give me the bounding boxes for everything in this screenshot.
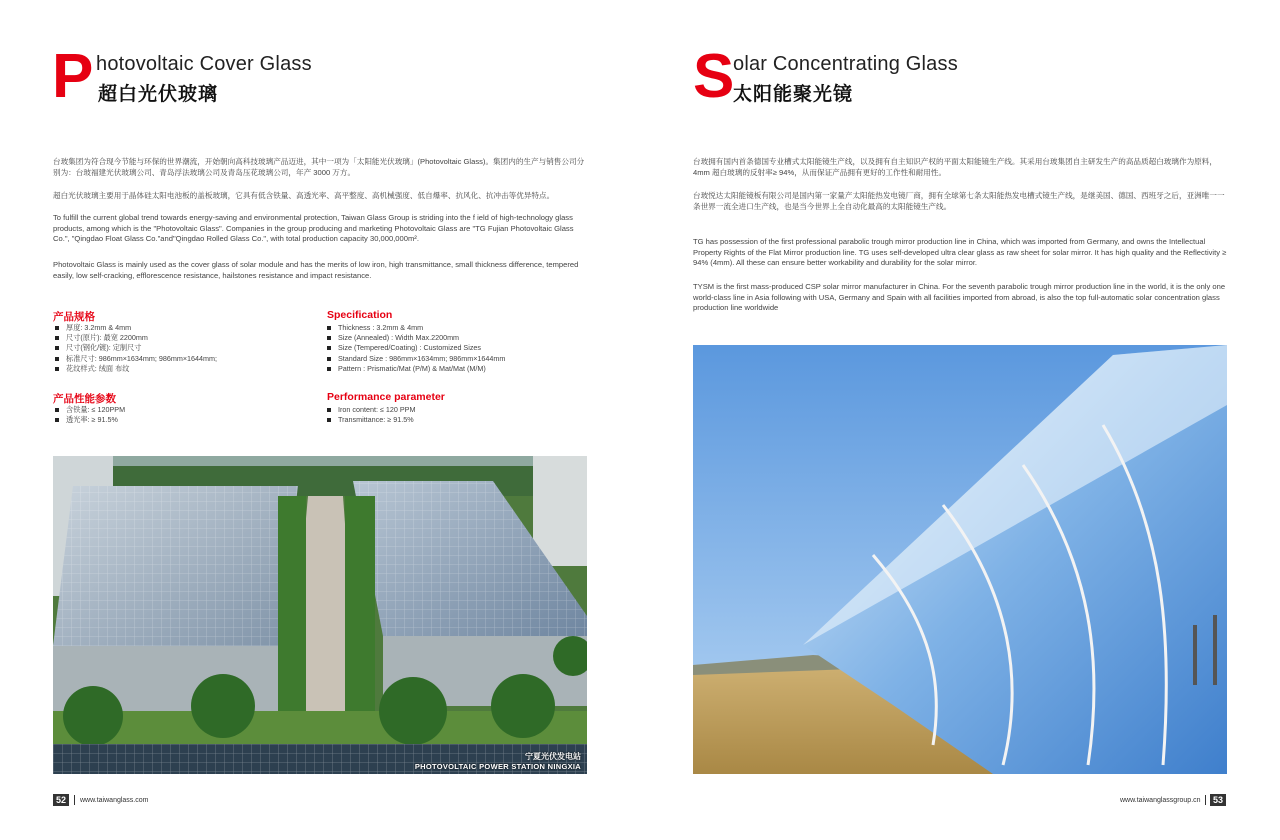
page-number-right: 53 [1210, 794, 1226, 806]
page-number-left: 52 [53, 794, 69, 806]
spec-cn-list [55, 323, 217, 374]
spec-cn-item: 标准尺寸: 986mm×1634mm; 986mm×1644mm; [55, 354, 217, 364]
perf-en-list [327, 405, 415, 425]
page-title-cn: 太阳能聚光镜 [733, 84, 854, 105]
spec-en-item: Size (Annealed) : Width Max.2200mm [327, 333, 505, 343]
spec-cn-item: 尺寸(原片): 最宽 2200mm [55, 333, 217, 343]
perf-cn-list [55, 405, 125, 425]
footer-separator [1205, 795, 1206, 805]
title-initial-p: P [52, 42, 94, 111]
perf-en-item: Transmittance: ≥ 91.5% [327, 415, 415, 425]
intro-paragraph-en-2: TYSM is the first mass-produced CSP solar mirror manufacturer in China. For the seventh parabolic trough mirror production line in the world, it is the only one world-class line in Asia following with USA, Germany and Spain with all facilities imported from abroad, is also the top full-automatic solar concentration glass production line worldwide [693, 282, 1226, 313]
spec-en-list [327, 323, 505, 374]
page-title-cn: 超白光伏玻璃 [98, 84, 219, 105]
spec-cn-item: 厚度: 3.2mm & 4mm [55, 323, 217, 333]
pv-power-station-photo [53, 456, 587, 774]
intro-paragraph-cn-1: 台玻集团为符合现今节能与环保的世界潮流，开始朝向高科技玻璃产品迈进，其中一项为「太阳能光伏玻璃」(Photovoltaic Glass)。集团内的生产与销售公司分别为：台玻福建光伏玻璃公司、青岛浮法玻璃公司及青岛压花玻璃公司，年产 3000 万方。 [53, 157, 585, 177]
intro-paragraph-cn-2: 台玻悦达太阳能镜板有限公司是国内第一家量产太阳能热发电镜厂商，拥有全球第七条太阳能热发电槽式镜生产线，是继美国、德国、西班牙之后，亚洲唯一一条世界一流全进口生产线，也是当今世界上全自动化最高的太阳能镜生产线。 [693, 191, 1225, 211]
title-initial-s: S [693, 42, 735, 111]
spec-en-item: Size (Tempered/Coating) : Customized Sizes [327, 343, 505, 353]
perf-en-heading: Performance parameter [327, 391, 445, 403]
trough-mirror-illustration [693, 345, 1227, 774]
intro-paragraph-cn-2: 超白光伏玻璃主要用于晶体硅太阳电池板的盖板玻璃，它具有低含铁量、高透光率、高平整度、高机械强度、低自爆率、抗风化、抗冲击等优异特点。 [53, 191, 555, 200]
spec-en-heading: Specification [327, 309, 393, 321]
perf-en-item: Iron content: ≤ 120 PPM [327, 405, 415, 415]
photo-caption [415, 751, 581, 771]
spec-en-item: Pattern : Prismatic/Mat (P/M) & Mat/Mat (M/M) [327, 364, 505, 374]
spec-en-item: Thickness : 3.2mm & 4mm [327, 323, 505, 333]
intro-paragraph-en-1: To fulfill the current global trend towards energy-saving and environmental protection, Taiwan Glass Group is striding into the f ield of high-technology glass products, among which is the "Photovoltaic Glass". Companies in the group producing and marketing Photovoltaic Glass are "TG Fujian Photovoltaic Glass Co.", "Qingdao Float Glass Co."and"Qingdao Rolled Glass Co.", with total production capacity 30,000,000m². [53, 213, 574, 244]
footer-separator [74, 795, 75, 805]
footer-url-right[interactable]: www.taiwanglassgroup.cn [1120, 797, 1201, 804]
footer-url-left[interactable]: www.taiwanglass.com [80, 797, 149, 804]
page-title-en: olar Concentrating Glass [733, 53, 958, 75]
intro-paragraph-cn-1: 台玻拥有国内首条德国专业槽式太阳能镜生产线，以及拥有自主知识产权的平面太阳能镜生产线。其采用台玻集团自主研发生产的高品质超白玻璃作为原料，4mm 超白玻璃的反射率≥ 94%，从而保证产品拥有更好的工作性和耐用性。 [693, 157, 1217, 177]
spec-cn-heading: 产品规格 [53, 311, 95, 323]
spec-cn-item: 尺寸(钢化/镀): 定制尺寸 [55, 343, 217, 353]
intro-paragraph-en-1: TG has possession of the first professional parabolic trough mirror production line in China, which was imported from Germany, and owns the Intellectual Property Rights of the Flat Mirror production line. TG uses self-developed ultra clear glass as raw sheet for solar mirror. It has high quality and the Reflectivity ≥ 94% (4mm). All these can ensure better workability and durability for the solar mirror. [693, 237, 1227, 268]
perf-cn-item: 透光率: ≥ 91.5% [55, 415, 125, 425]
perf-cn-heading: 产品性能参数 [53, 393, 116, 405]
parabolic-trough-mirror-photo [693, 345, 1227, 774]
photo-caption-cn: 宁夏光伏发电站 [525, 752, 581, 761]
pv-station-illustration [53, 456, 587, 774]
spec-cn-item: 花纹样式: 绒面 布纹 [55, 364, 217, 374]
photo-caption-en: PHOTOVOLTAIC POWER STATION NINGXIA [414, 762, 581, 771]
page-title-en: hotovoltaic Cover Glass [96, 53, 312, 75]
intro-paragraph-en-2: Photovoltaic Glass is mainly used as the cover glass of solar module and has the merits of low iron, high transmittance, small thickness difference, tempered easily, low self-cracking, efflorescence resistance, hailstones resistance and impact resistance. [53, 260, 579, 280]
perf-cn-item: 含铁量: ≤ 120PPM [55, 405, 125, 415]
spec-en-item: Standard Size : 986mm×1634mm; 986mm×1644mm [327, 354, 505, 364]
